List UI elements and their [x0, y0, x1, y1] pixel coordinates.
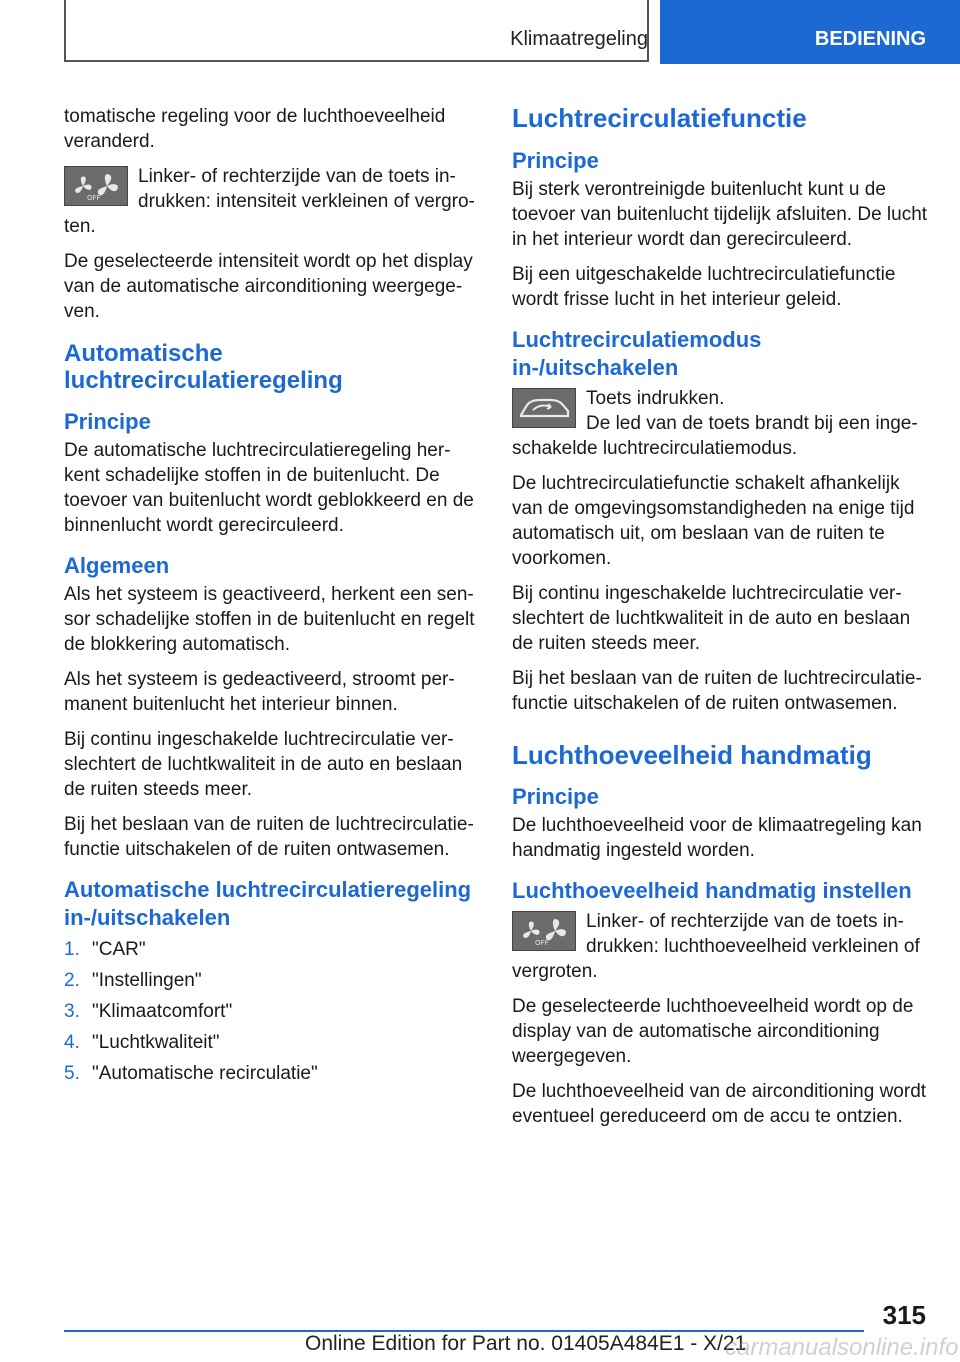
- steps-list: [64, 934, 482, 1089]
- fan-key-instruction-2: [512, 909, 930, 984]
- modus-paragraph-2: Bij continu ingeschakelde luchtrecirculatie ver-slechtert de luchtkwaliteit in de auto en beslaan de ruiten steeds meer.: [512, 583, 911, 654]
- key-press-text: Toets indrukken.: [586, 388, 725, 409]
- principe-right-paragraph-1: Bij sterk verontreinigde buitenlucht kunt u de toevoer van buitenlucht tijdelijk afsluiten. De lucht in het interieur wordt dan gerecirculeerd.: [512, 179, 928, 250]
- list-item: 5. "Automatische recirculatie": [64, 1063, 318, 1084]
- heading-modus-inuit: Luchtrecirculatiemodus in-/uitschakelen: [512, 327, 762, 380]
- heading-principe-right-2: Principe: [512, 784, 599, 809]
- manual-paragraph-1: De luchthoeveelheid voor de klimaatregeling kan handmatig ingesteld worden.: [512, 815, 922, 861]
- heading-auto-recirculation: Automatische luchtrecirculatieregeling: [64, 340, 343, 394]
- heading-manual-airflow: Luchthoeveelheid handmatig: [512, 740, 872, 770]
- chapter-tab: BEDIENING: [660, 0, 960, 64]
- fan-key-text: Linker- of rechterzijde van de toets in-drukken: intensiteit verkleinen of vergro-ten.: [64, 166, 475, 237]
- key-led-text: De led van de toets brandt bij een inge-schakelde luchtrecirculatiemodus.: [512, 413, 918, 459]
- list-item: 1. "CAR": [64, 939, 146, 960]
- modus-paragraph-1: De luchtrecirculatiefunctie schakelt afhankelijk van de omgevingsomstandigheden na enige tijd automatisch uit, om beslaan van de ruiten te voorkomen.: [512, 473, 915, 569]
- algemeen-paragraph-3: Bij continu ingeschakelde luchtrecirculatie ver-slechtert de luchtkwaliteit in de auto en beslaan de ruiten steeds meer.: [64, 729, 463, 800]
- left-column: [64, 104, 482, 1089]
- principe-paragraph: De automatische luchtrecirculatieregeling her-kent schadelijke stoffen in de buitenlucht. De toevoer van buitenlucht wordt geblokkeerd en de binnenlucht wordt gerecirculeerd.: [64, 440, 474, 536]
- algemeen-paragraph-2: Als het systeem is gedeactiveerd, stroomt per-manent buitenlucht het interieur binnen.: [64, 669, 455, 715]
- recirculation-key-instruction: [512, 386, 930, 461]
- algemeen-paragraph-4: Bij het beslaan van de ruiten de luchtrecirculatie-functie uitschakelen of de ruiten ontwasemen.: [64, 814, 474, 860]
- algemeen-paragraph-1: Als het systeem is geactiveerd, herkent een sen-sor schadelijke stoffen in de buitenlucht en regelt de blokkering automatisch.: [64, 584, 475, 655]
- principe-right-paragraph-2: Bij een uitgeschakelde luchtrecirculatiefunctie wordt frisse lucht in het interieur geleid.: [512, 264, 896, 310]
- fan-off-key-icon: [64, 166, 128, 206]
- page-number: 315: [882, 1300, 926, 1330]
- fan-key-text-2: Linker- of rechterzijde van de toets in-drukken: luchthoeveelheid verkleinen of vergroten.: [512, 911, 920, 982]
- fan-key-instruction: [64, 164, 482, 239]
- list-item: 4. "Luchtkwaliteit": [64, 1032, 220, 1053]
- list-item: 3. "Klimaatcomfort": [64, 1001, 233, 1022]
- right-column: [512, 104, 930, 1139]
- page-header: [0, 0, 960, 66]
- heading-principe-right: Principe: [512, 148, 599, 173]
- modus-paragraph-3: Bij het beslaan van de ruiten de luchtrecirculatie-functie uitschakelen of de ruiten ontwasemen.: [512, 668, 922, 714]
- heading-principe: Principe: [64, 409, 151, 434]
- display-paragraph: De geselecteerde intensiteit wordt op het display van de automatische airconditioning weergege-ven.: [64, 251, 473, 322]
- watermark: carmanualsonline.info: [725, 1334, 959, 1361]
- section-title: Klimaatregeling: [510, 28, 648, 50]
- recirculation-key-icon: [512, 388, 576, 428]
- manual-paragraph-3: De luchthoeveelheid van de airconditioning wordt eventueel gereduceerd om de accu te ontzien.: [512, 1081, 927, 1127]
- off-label: OFF: [87, 194, 101, 202]
- off-label-2: OFF: [535, 939, 549, 947]
- fan-off-key-icon-2: [512, 911, 576, 951]
- footer-edition: Online Edition for Part no. 01405A484E1 - X/21: [305, 1332, 747, 1355]
- heading-manual-set: Luchthoeveelheid handmatig instellen: [512, 878, 912, 903]
- heading-recirculation-function: Luchtrecirculatiefunctie: [512, 103, 807, 133]
- manual-paragraph-2: De geselecteerde luchthoeveelheid wordt op de display van de automatische airconditioning weergegeven.: [512, 996, 914, 1067]
- list-item: 2. "Instellingen": [64, 970, 202, 991]
- heading-algemeen: Algemeen: [64, 553, 170, 578]
- intro-paragraph: tomatische regeling voor de luchthoeveelheid veranderd.: [64, 106, 446, 152]
- heading-auto-inuit: Automatische luchtrecirculatieregeling in-/uitschakelen: [64, 877, 472, 930]
